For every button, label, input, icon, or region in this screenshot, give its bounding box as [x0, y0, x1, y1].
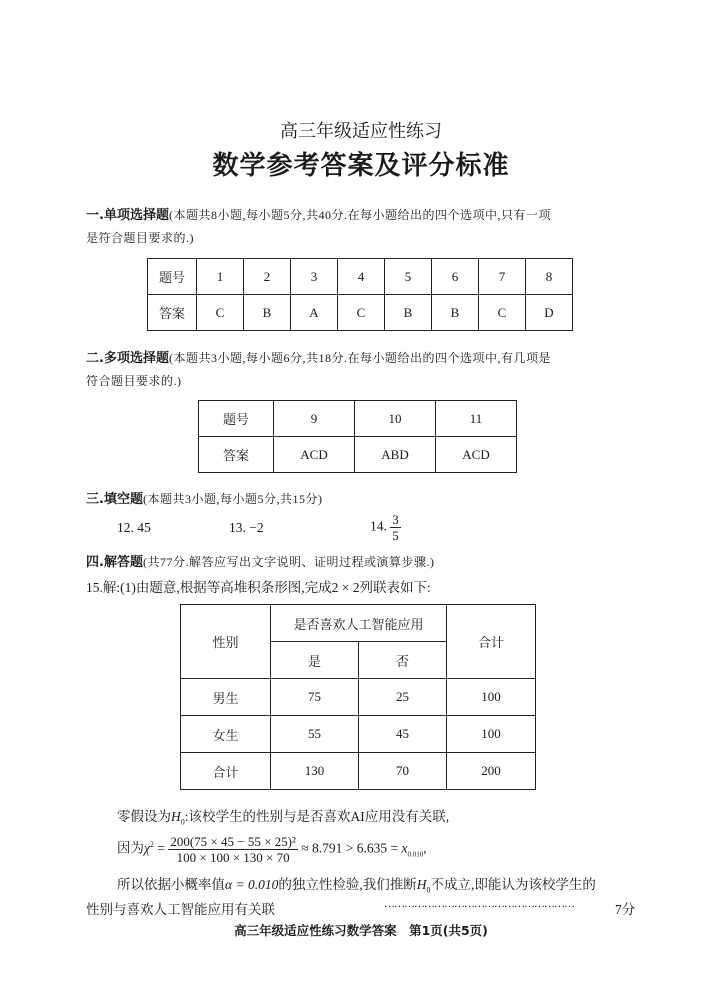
section3-note: (本题共3小题,每小题5分,共15分) [142, 492, 323, 506]
cell: 男生 [181, 679, 271, 716]
answer-12: 12. 45 [117, 520, 151, 535]
section4-heading: 四.解答题 [86, 555, 143, 570]
null-hypothesis [117, 805, 449, 827]
subscript: 0 [426, 885, 431, 895]
table-row [181, 716, 536, 753]
cell: ACD [274, 437, 355, 473]
cell: 合计 [181, 753, 271, 790]
cell: 55 [271, 716, 359, 753]
answer-14 [370, 512, 401, 543]
cell: D [526, 295, 573, 331]
header-yes: 是 [271, 642, 359, 679]
text: 的独立性检验,我们推断 [278, 877, 417, 892]
cell: 1 [197, 259, 244, 295]
table-row [181, 753, 536, 790]
cell: 25 [359, 679, 447, 716]
fraction [390, 512, 401, 543]
conclusion-line1 [117, 873, 596, 895]
text: :该校学生的性别与是否喜欢AI应用没有关联, [184, 809, 450, 824]
score-leader-dots: ………………………………………………… [384, 898, 574, 910]
cell: 130 [271, 753, 359, 790]
numerator: 200(75 × 45 − 55 × 25)² [170, 834, 296, 849]
cell: C [479, 295, 526, 331]
answer-13: 13. −2 [229, 520, 264, 535]
x-symbol: x [401, 840, 408, 856]
cell: 70 [359, 753, 447, 790]
text: 所以依据小概率值 [117, 877, 225, 892]
section1-line1 [86, 204, 551, 223]
cell: 4 [338, 259, 385, 295]
denominator: 5 [392, 528, 399, 543]
alpha-value: α = 0.010 [225, 877, 279, 892]
chi-symbol: χ [144, 840, 150, 856]
header-total: 合计 [447, 605, 536, 679]
cell: B [385, 295, 432, 331]
cell: 11 [436, 401, 517, 437]
page-footer: 高三年级适应性练习数学答案 第1页(共5页) [234, 923, 488, 938]
row-label: 答案 [148, 295, 197, 331]
single-choice-table [147, 258, 573, 331]
row-label: 答案 [199, 437, 274, 473]
section1-note-2: 是符合题目要求的.) [86, 231, 194, 245]
cell: 10 [355, 401, 436, 437]
cell: 7 [479, 259, 526, 295]
cell: 5 [385, 259, 432, 295]
subscript: 0.010 [407, 850, 424, 859]
answer-14-label: 14. [370, 518, 387, 534]
subscript: 0 [180, 817, 185, 827]
document-title: 数学参考答案及评分标准 [212, 151, 510, 181]
cell: 100 [447, 679, 536, 716]
cell: 3 [291, 259, 338, 295]
text: 不成立,即能认为该校学生的 [430, 877, 596, 892]
text: = [153, 840, 169, 856]
cell: C [338, 295, 385, 331]
numerator: 3 [392, 512, 399, 527]
h0-symbol: H [171, 809, 181, 824]
text: 因为 [117, 840, 144, 856]
section4-line [86, 551, 434, 570]
section1-heading: 一.单项选择题 [86, 208, 169, 223]
section1-note: (本题共8小题,每小题5分,共40分.在每小题给出的四个选项中,只有一项 [168, 208, 551, 222]
cell: 75 [271, 679, 359, 716]
table-row [181, 679, 536, 716]
text: 零假设为 [117, 809, 171, 824]
text: ≈ 8.791 > 6.635 = [297, 840, 402, 856]
cell: 8 [526, 259, 573, 295]
cell: 女生 [181, 716, 271, 753]
conclusion-line2: 性别与喜欢人工智能应用有关联 [86, 902, 275, 917]
cell: ACD [436, 437, 517, 473]
row-label: 题号 [148, 259, 197, 295]
header-gender: 性别 [181, 605, 271, 679]
section2-note: (本题共3小题,每小题6分,共18分.在每小题给出的四个选项中,有几项是 [168, 351, 551, 365]
cell: B [244, 295, 291, 331]
denominator: 100 × 100 × 130 × 70 [176, 850, 290, 865]
section2-heading: 二.多项选择题 [86, 351, 169, 366]
cell: ABD [355, 437, 436, 473]
superscript: 2 [149, 840, 154, 850]
exam-title: 高三年级适应性练习 [280, 121, 442, 141]
multi-choice-table [198, 400, 517, 473]
chi-square-formula [117, 834, 427, 865]
row-label: 题号 [199, 401, 274, 437]
text: , [423, 840, 427, 856]
section3-line [86, 488, 322, 507]
header-group: 是否喜欢人工智能应用 [271, 605, 447, 642]
section3-heading: 三.填空题 [86, 492, 143, 507]
section2-line1 [86, 347, 551, 366]
contingency-table [180, 604, 536, 790]
header-no: 否 [359, 642, 447, 679]
score: 7分 [615, 902, 636, 917]
cell: 45 [359, 716, 447, 753]
section4-note: (共77分.解答应写出文字说明、证明过程或演算步骤.) [142, 555, 435, 569]
cell: A [291, 295, 338, 331]
cell: 6 [432, 259, 479, 295]
cell: B [432, 295, 479, 331]
cell: 9 [274, 401, 355, 437]
q15-intro: 15.解:(1)由题意,根据等高堆积条形图,完成2 × 2列联表如下: [86, 580, 431, 595]
cell: 2 [244, 259, 291, 295]
section2-note-2: 符合题目要求的.) [86, 374, 182, 388]
cell: 100 [447, 716, 536, 753]
cell: C [197, 295, 244, 331]
cell: 200 [447, 753, 536, 790]
fraction [168, 834, 298, 865]
h0-symbol: H [416, 877, 427, 892]
